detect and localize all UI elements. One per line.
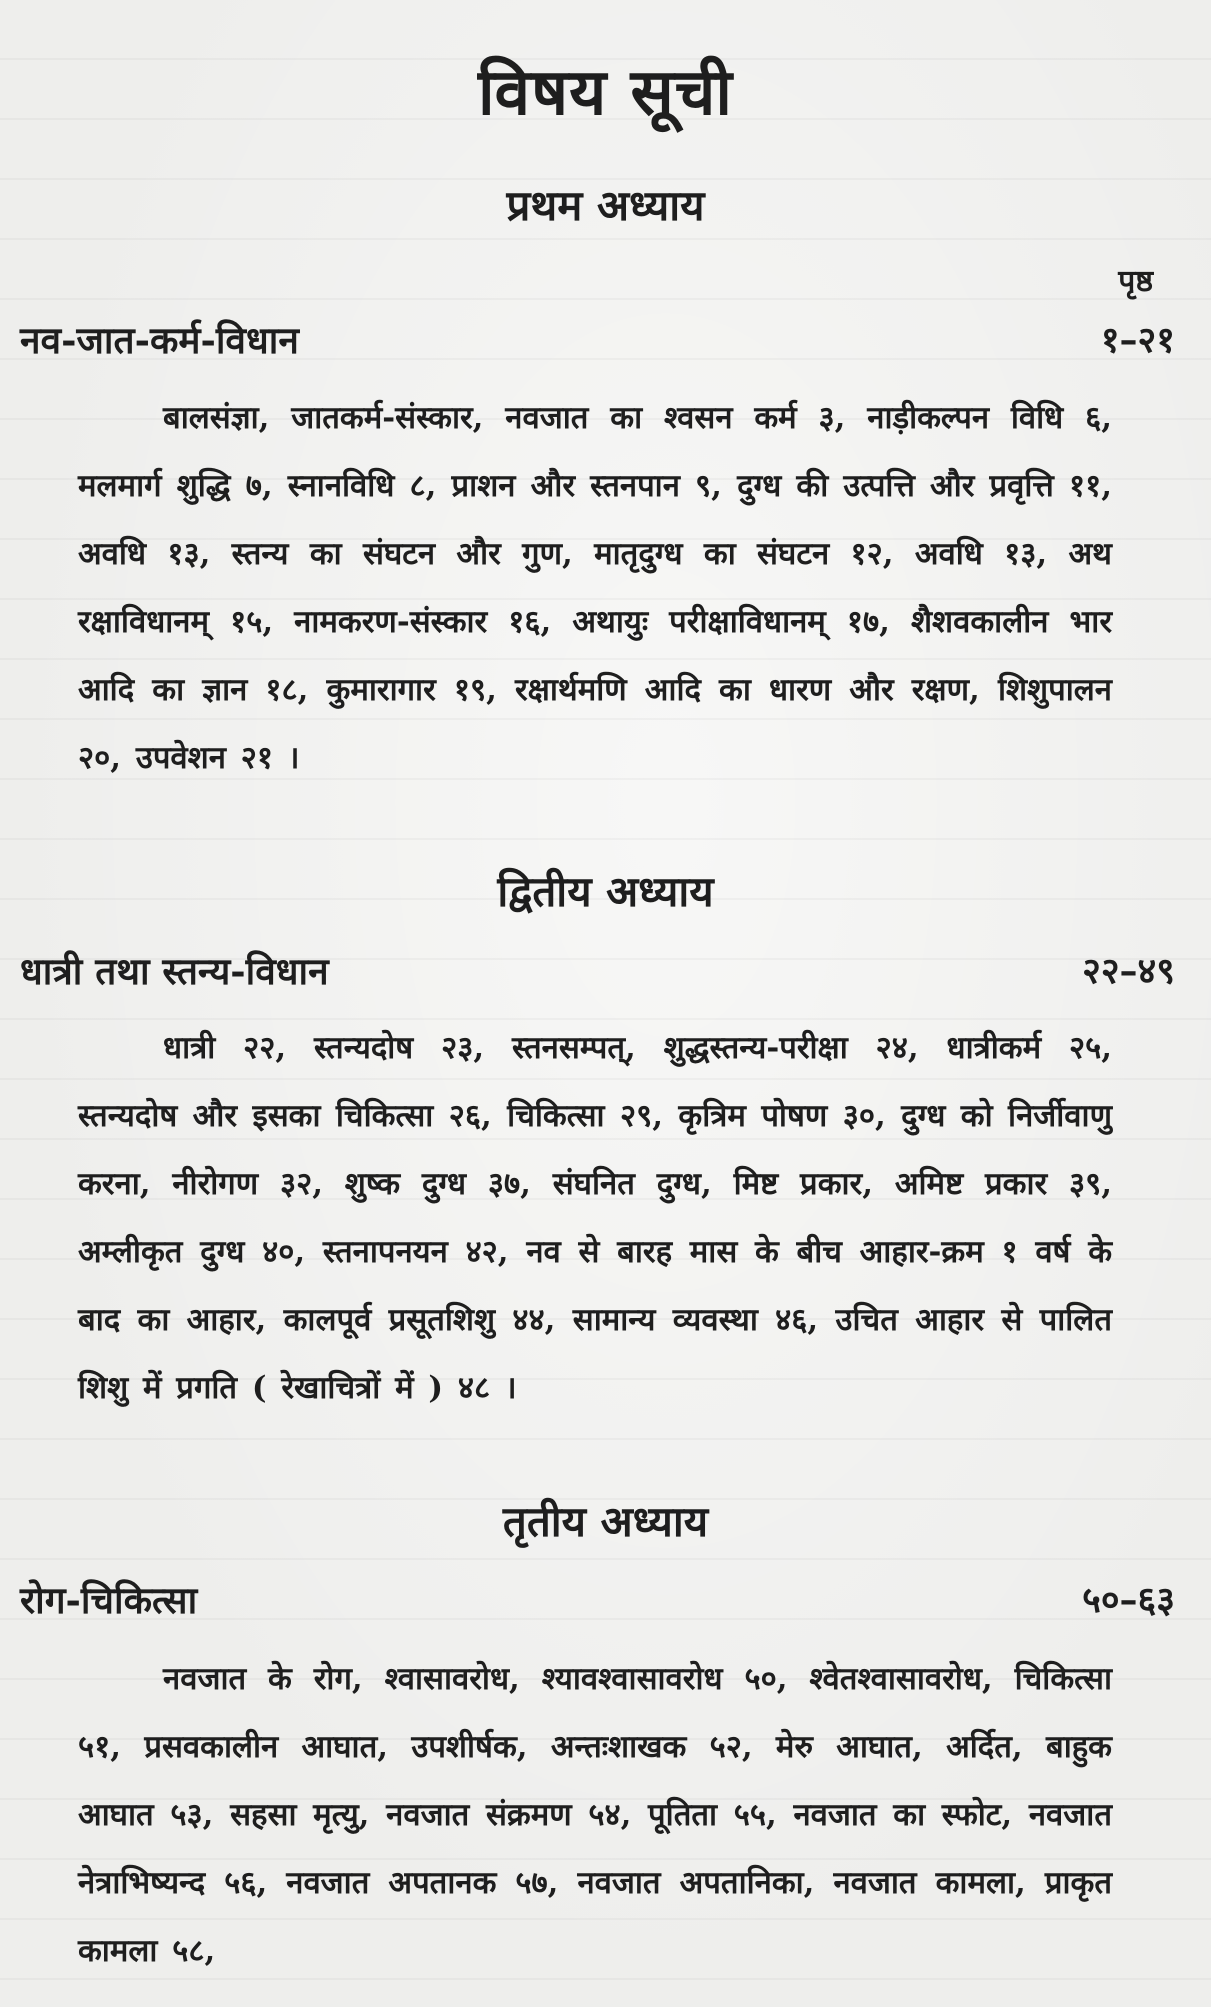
chapter-3-contents: नवजात के रोग, श्वासावरोध, श्यावश्वासावरोध ५०, श्वेतश्वासावरोध, चिकित्सा ५१, प्रसवकालीन आघात, उपशीर्षक, अन्तःशाखक ५२, मेरु आघात, अर्दित, बाहुक आघात ५३, सहसा मृत्यु, नवजात संक्रमण ५४, पूतिता ५५, नवजात का स्फोट, नवजात नेत्राभिष्यन्द ५६, नवजात अपतानक ५७, नवजात अपतानिका, नवजात कामला, प्राकृत कामला ५८, — [78, 1661, 1112, 1969]
chapter-3-section-row — [20, 1575, 1175, 1625]
page-column-label: पृष्ठ — [1118, 264, 1153, 299]
chapter-3-page-range: ५०–६३ — [1082, 1579, 1175, 1621]
chapter-2-section-row — [20, 946, 1175, 996]
chapter-3-heading: तृतीय अध्याय — [502, 1497, 709, 1546]
chapter-2-contents: धात्री २२, स्तन्यदोष २३, स्तनसम्पत्, शुद्धस्तन्य-परीक्षा २४, धात्रीकर्म २५, स्तन्यदोष और इसका चिकित्सा २६, चिकित्सा २९, कृत्रिम पोषण ३०, दुग्ध को निर्जीवाणु करना, नीरोगण ३२, शुष्क दुग्ध ३७, संघनित दुग्ध, मिष्ट प्रकार, अमिष्ट प्रकार ३९, अम्लीकृत दुग्ध ४०, स्तनापनयन ४२, नव से बारह मास के बीच आहार-क्रम १ वर्ष के बाद का आहार, कालपूर्व प्रसूतशिशु ४४, सामान्य व्यवस्था ४६, उचित आहार से पालित शिशु में प्रगति ( रेखाचित्रों में ) ४८ । — [78, 1030, 1112, 1406]
chapter-1-section-title: नव-जात-कर्म-विधान — [20, 318, 299, 362]
chapter-3-section-title: रोग-चिकित्सा — [20, 1578, 198, 1622]
page-title: विषय सूची — [477, 55, 734, 130]
chapter-2-heading: द्वितीय अध्याय — [497, 867, 714, 916]
chapter-1-section-row — [20, 315, 1175, 365]
chapter-2-page-range: २२–४९ — [1082, 950, 1175, 992]
chapter-1-contents: बालसंज्ञा, जातकर्म-संस्कार, नवजात का श्वसन कर्म ३, नाड़ीकल्पन विधि ६, मलमार्ग शुद्धि ७, स्नानविधि ८, प्राशन और स्तनपान ९, दुग्ध की उत्पत्ति और प्रवृत्ति ११, अवधि १३, स्तन्य का संघटन और गुण, मातृदुग्ध का संघटन १२, अवधि १३, अथ रक्षाविधानम् १५, नामकरण-संस्कार १६, अथायुः परीक्षाविधानम् १७, शैशवकालीन भार आदि का ज्ञान १८, कुमारागार १९, रक्षार्थमणि आदि का धारण और रक्षण, शिशुपालन २०, उपवेशन २१ । — [78, 400, 1112, 776]
chapter-1-heading: प्रथम अध्याय — [506, 181, 705, 230]
chapter-1-page-range: १–२१ — [1100, 319, 1175, 361]
chapter-2-section-title: धात्री तथा स्तन्य-विधान — [20, 949, 329, 993]
